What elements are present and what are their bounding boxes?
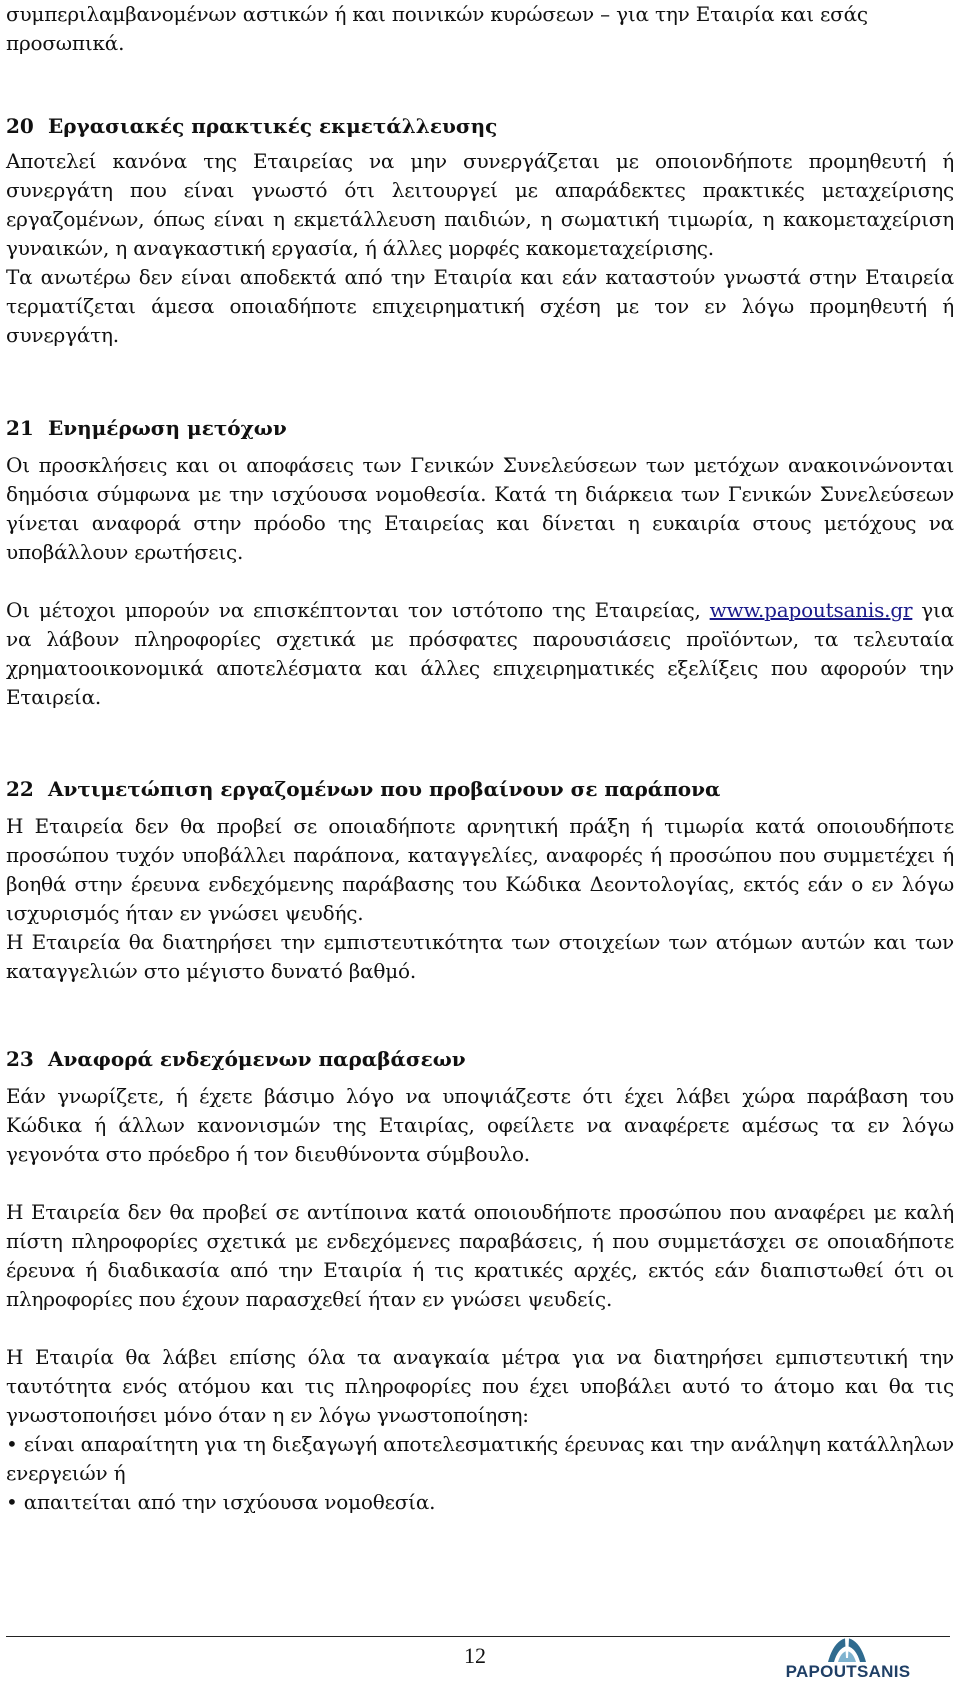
paragraph: Εάν γνωρίζετε, ή έχετε βάσιμο λόγο να υποψιάζεστε ότι έχει λάβει χώρα παράβαση του Κώδικα ή άλλων κανονισμών της Εταιρίας, οφείλετε να αναφέρετε αμέσως τα εν λόγω γεγονότα στο πρόεδρο ή τον διευθύνοντα σύμβουλο. xyxy=(6,1084,954,1166)
paragraph: Τα ανωτέρω δεν είναι αποδεκτά από την Εταιρία και εάν καταστούν γνωστά στην Εταιρεία τερματίζεται άμεσα οποιαδήποτε επιχειρηματική σχέση με τον εν λόγω προμηθευτή ή συνεργάτη. xyxy=(6,265,954,347)
section-heading xyxy=(6,414,954,443)
section-21 xyxy=(6,414,954,712)
website-text-after: για να λάβουν πληροφορίες σχετικά με πρόσφατες παρουσιάσεις προϊόντων, τα τελευταία χρηματοοικονομικά αποτελέσματα και άλλες επιχειρηματικές εξελίξεις που αφορούν την Εταιρεία. xyxy=(6,598,954,709)
section-heading xyxy=(6,1045,954,1074)
section-number: 21 xyxy=(6,416,34,440)
section-20 xyxy=(6,112,954,350)
section-number: 23 xyxy=(6,1047,34,1071)
section-title: Ενημέρωση μετόχων xyxy=(48,416,287,440)
website-link[interactable]: www.papoutsanis.gr xyxy=(709,598,913,622)
section-heading xyxy=(6,112,954,141)
company-logo xyxy=(766,1634,926,1682)
section-title: Αντιμετώπιση εργαζομένων που προβαίνουν σε παράπονα xyxy=(48,777,721,801)
bullet-item: • είναι απαραίτητη για τη διεξαγωγή αποτελεσματικής έρευνας και την ανάληψη κατάλληλων ενεργειών ή xyxy=(6,1432,954,1485)
paragraph: Η Εταιρία θα λάβει επίσης όλα τα αναγκαία μέτρα για να διατηρήσει εμπιστευτική την ταυτότητα ενός ατόμου και τις πληροφορίες που έχει υποβάλει αυτό το άτομο και θα τις γνωστοποιήσει μόνο όταν η εν λόγω γνωστοποίηση: xyxy=(6,1345,954,1427)
logo-mark-icon xyxy=(824,1636,870,1664)
bullet-item: • απαιτείται από την ισχύουσα νομοθεσία. xyxy=(6,1490,436,1514)
section-heading xyxy=(6,775,954,804)
section-number: 22 xyxy=(6,777,34,801)
website-paragraph xyxy=(6,596,954,712)
website-text-before: Οι μέτοχοι μπορούν να επισκέπτονται τον ιστότοπο της Εταιρείας, xyxy=(6,598,710,622)
paragraph: Η Εταιρεία δεν θα προβεί σε αντίποινα κατά οποιουδήποτε προσώπου που αναφέρει με καλή πίστη πληροφορίες σχετικά με ενδεχόμενες παραβάσεις, ή που συμμετάσχει σε οποιαδήποτε έρευνα ή διαδικασία από την Εταιρία ή τις κρατικές αρχές, εκτός εάν διαπιστωθεί ότι οι πληροφορίες που έχουν παρασχεθεί ήταν εν γνώσει ψευδείς. xyxy=(6,1200,954,1311)
intro-line-1: συμπεριλαμβανομένων αστικών ή και ποινικών κυρώσεων – για την Εταιρία και εσάς xyxy=(6,2,868,26)
section-number: 20 xyxy=(6,114,34,138)
section-title: Αναφορά ενδεχόμενων παραβάσεων xyxy=(48,1047,466,1071)
logo-text: PAPOUTSANIS xyxy=(785,1662,911,1681)
section-title: Εργασιακές πρακτικές εκμετάλλευσης xyxy=(48,114,498,138)
paragraph: Η Εταιρεία θα διατηρήσει την εμπιστευτικότητα των στοιχείων των ατόμων αυτών και των καταγγελιών στο μέγιστο δυνατό βαθμό. xyxy=(6,930,954,983)
paragraph: Αποτελεί κανόνα της Εταιρείας να μην συνεργάζεται με οποιονδήποτε προμηθευτή ή συνεργάτη που είναι γνωστό ότι λειτουργεί με απαράδεκτες πρακτικές μεταχείρισης εργαζομένων, όπως είναι η εκμετάλλευση παιδιών, η σωματική τιμωρία, η κακομεταχείριση γυναικών, η αναγκαστική εργασία, ή άλλες μορφές κακομεταχείρισης. xyxy=(6,149,954,260)
page-number: 12 xyxy=(464,1643,486,1668)
section-22 xyxy=(6,775,954,986)
paragraph: Οι προσκλήσεις και οι αποφάσεις των Γενικών Συνελεύσεων των μετόχων ανακοινώνονται δημόσια σύμφωνα με την ισχύουσα νομοθεσία. Κατά τη διάρκεια των Γενικών Συνελεύσεων γίνεται αναφορά στην πρόοδο της Εταιρείας και δίνεται η ευκαιρία στους μετόχους να υποβάλλουν ερωτήσεις. xyxy=(6,453,954,564)
paragraph: Η Εταιρεία δεν θα προβεί σε οποιαδήποτε αρνητική πράξη ή τιμωρία κατά οποιουδήποτε προσώπου τυχόν υποβάλλει παράπονα, καταγγελίες, αναφορές ή προσώπου που συμμετέχει ή βοηθά στην έρευνα ενδεχόμενης παράβασης του Κώδικα Δεοντολογίας, εκτός εάν ο εν λόγω ισχυρισμός ήταν εν γνώσει ψευδής. xyxy=(6,814,954,925)
intro-line-2: προσωπικά. xyxy=(6,31,125,55)
intro-text xyxy=(6,0,954,58)
section-23 xyxy=(6,1045,954,1517)
